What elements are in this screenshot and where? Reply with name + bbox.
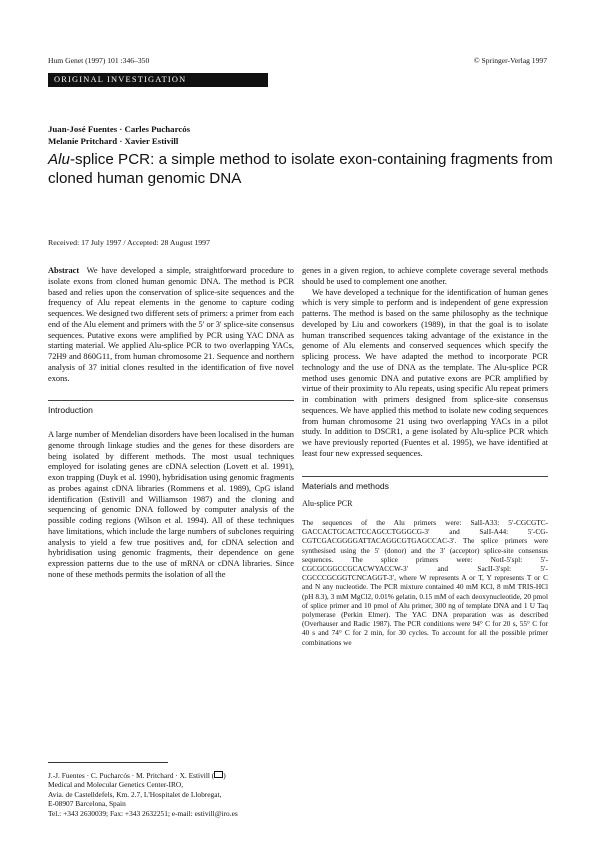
article-category: ORIGINAL INVESTIGATION — [48, 73, 268, 87]
authors-line-1: Juan-José Fuentes · Carles Pucharcós — [48, 124, 191, 134]
intro-continued-paragraph: genes in a given region, to achieve complete coverage several methods should be used to complement one another. — [302, 266, 548, 286]
section-divider — [48, 400, 294, 401]
journal-citation: Hum Genet (1997) 101 :346–350 — [48, 56, 150, 65]
affiliation-names-text: J.-J. Fuentes · C. Pucharcós · M. Pritchard · X. Estivill ( — [48, 771, 215, 780]
left-column — [48, 266, 294, 581]
envelope-icon — [214, 771, 226, 780]
right-column — [302, 266, 548, 647]
abstract-label: Abstract — [48, 266, 80, 275]
author-affiliation — [48, 771, 294, 818]
footnote-rule — [48, 762, 168, 763]
abstract — [48, 266, 294, 384]
introduction-heading: Introduction — [48, 405, 93, 416]
affiliation-names-close: ) — [223, 771, 226, 780]
intro-paragraph-2: We have developed a technique for the identification of human genes which is very simple to perform and is independent of gene expression patterns. The method is based on the same philosophy as the technique developed by Liu and coworkers (1989), in that the goal is to isolate human transcribed sequences taking advantage of the existance in the genome of Alu elements and conserved sequences which specify the splicing process. We have adapted the method to incorporate PCR technology and the use of DNA as the template. The Alu-splice PCR method uses genomic DNA and putative exons are PCR amplified by virtue of their proximity to Alu repeats, using specific Alu repeat primers in combination with primers designed from splice-site consensus sequences. We have applied this method to isolate new coding sequences from human chromosome 21 using two overlapping YACs in a pilot study. In addition to DSCR1, a gene isolated by Alu-splice PCR which we have previously reported (Fuentes et al. 1995), we have identified at least four new expressed sequences. — [302, 287, 548, 458]
abstract-text: We have developed a simple, straightforward procedure to isolate exons from cloned human genomic DNA. The method is PCR based and relies upon the conservation of splice-site sequences and the frequency of Alu repeat elements in the genome to capture coding sequences. We designed two different sets of primers: a primer from each end of the Alu element and primers with the 5′ or 3′ splice-site consensus sequences. Putative exons were amplified by PCR using YAC DNA as starting material. We applied Alu-splice PCR to two overlapping YACs, 72H9 and 860G11, from human chromosome 21. Sequence and northern analysis of 37 initial clones resulted in the identification of five novel exons. — [48, 266, 294, 383]
affiliation-city: E-08907 Barcelona, Spain — [48, 799, 126, 809]
methods-heading: Materials and methods — [302, 480, 389, 491]
affiliation-institute: Medical and Molecular Genetics Center-IRO, — [48, 780, 184, 790]
publisher-copyright: © Springer-Verlag 1997 — [473, 56, 547, 65]
section-divider — [302, 476, 548, 477]
introduction-paragraph: A large number of Mendelian disorders have been localised in the human genome through linkage studies and the genes for these disorders are being isolated by different methods. The most usual techniques employed for isolating genes are cDNA selection (Lovett et al. 1991), exon trapping (Duyk et al. 1990), hybridisation using genomic fragments as probes against cDNA libraries (Rommens et al. 1989), CpG island identification (Estivill and Williamson 1987) and the cloning and sequencing of genomic DNA followed by computer analysis of the possible coding regions (Wilson et al. 1994). All of these techniques have limitations, which include the large numbers of subclones requiring analysis to yield a few true positives and, for cDNA selection and hybridisation using genomic fragments, their dependence on gene expression patterns due to the use of mRNA or cDNA libraries. Since none of these methods permits the isolation of all the — [48, 430, 294, 579]
authors-line-2: Melanie Pritchard · Xavier Estivill — [48, 135, 179, 146]
affiliation-contact: Tel.: +343 2630039; Fax: +343 2632251; e-mail: estivill@iro.es — [48, 808, 238, 818]
author-list — [48, 124, 190, 147]
title-italic: Alu — [48, 151, 70, 168]
methods-paragraph: The sequences of the Alu primers were: SalI-A33: 5′-CGCGTC-GACCACTGCACTCCAGCCTGGGCG-3′ and SalI-A44: 5′-CG-CGTCGACGGGGATTACAGGCGTGAGCCAC-3′. The splice primers were synthesised using the 5′ (donor) and the 3′ (acceptor) splice-site consensus sequences. The splice primers were: NotI-5′spl: 5′-CGCGCGGCCGCACWYACCW-3′ and SacII-3′spl: 5′-CGCCCGCGGTCNCAGGT-3′, where W represents A or T, Y represents T or C and N any nucleotide. The PCR mixture contained 40 mM KCl, 8 mM TRIS-HCl (pH 8.3), 3 mM MgCl2, 0.01% gelatin, 0.15 mM of each deoxynucleotide, 20 pmol of splice primer and 10 pmol of Alu primer, 300 ng of template DNA and 1 U Taq polymerase (Perkin Elmer). The YAC DNA preparation was as described (Overhauser and Radic 1987). The PCR conditions were 94° C for 20 s, 55° C for 40 s and 74° C for 2 min, for 30 cycles. To account for all the possible primer combinations we — [302, 518, 548, 647]
methods-subheading: Alu-splice PCR — [302, 499, 353, 509]
title-rest: -splice PCR: a simple method to isolate exon-containing fragments from cloned human genomic DNA — [48, 151, 553, 187]
received-accepted-dates: Received: 17 July 1997 / Accepted: 28 August 1997 — [48, 238, 210, 247]
article-title — [48, 151, 558, 188]
affiliation-street: Avia. de Castelldefels, Km. 2.7, L'Hospitalet de Llobregat, — [48, 789, 222, 799]
affiliation-names — [48, 771, 294, 780]
